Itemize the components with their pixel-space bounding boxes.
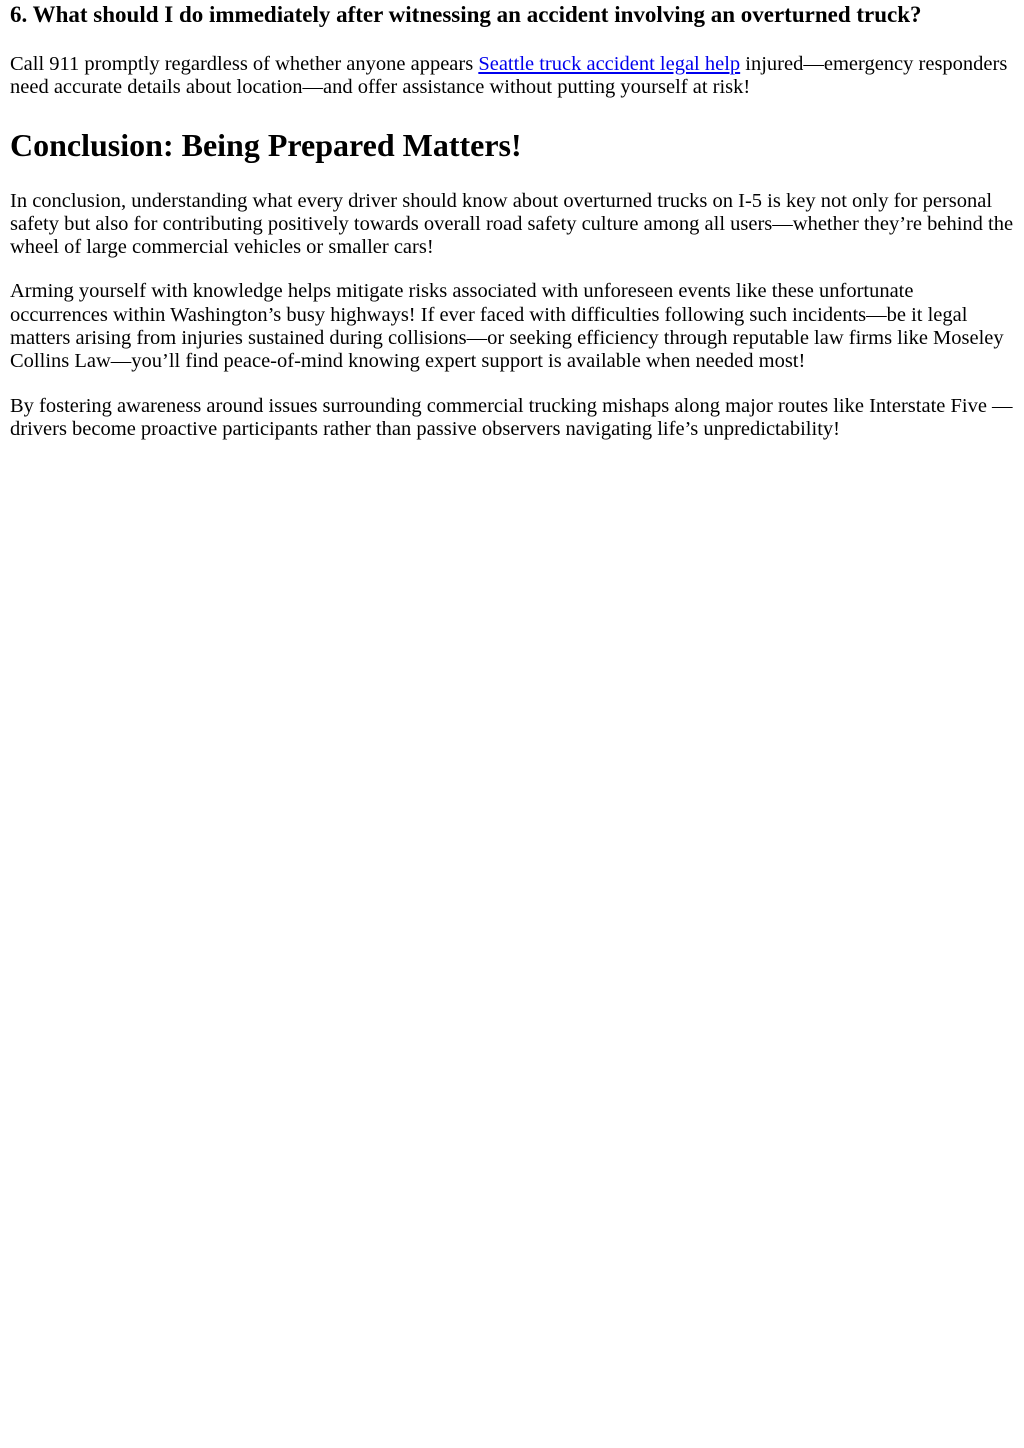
faq-answer-paragraph	[10, 53, 1014, 100]
faq-question-heading: 6. What should I do immediately after witnessing an accident involving an overturned truck?	[10, 2, 922, 27]
faq-answer-text-start: Call 911 promptly regardless of whether anyone appears	[10, 53, 479, 75]
conclusion-heading: Conclusion: Being Prepared Matters!	[10, 126, 522, 163]
seattle-truck-accident-link[interactable]: Seattle truck accident legal help	[478, 53, 741, 75]
conclusion-paragraph-1: In conclusion, understanding what every driver should know about overturned trucks on I-5 is key not only for personal safety but also for contributing positively towards overall road safety culture among all users—whether they’re behind the wheel of large commercial vehicles or smaller cars!	[10, 189, 1014, 259]
article-content	[0, 2, 1024, 441]
conclusion-paragraph-2: Arming yourself with knowledge helps mitigate risks associated with unforeseen events like these unfortunate occurrences within Washington’s busy highways! If ever faced with difficulties following such incidents—be it legal matters arising from injuries sustained during collisions—or seeking efficiency through reputable law firms like Moseley Collins Law—you’ll find peace-of-mind knowing expert support is available when needed most!	[10, 280, 1004, 373]
faq-answer-text-end: injured—emergency responders need accurate details about location—and offer assistance without putting yourself at risk!	[10, 53, 1008, 99]
conclusion-paragraph-3: By fostering awareness around issues surrounding commercial trucking mishaps along major routes like Interstate Five —drivers become proactive participants rather than passive observers navigating life’s unpredictability!	[10, 394, 1013, 440]
